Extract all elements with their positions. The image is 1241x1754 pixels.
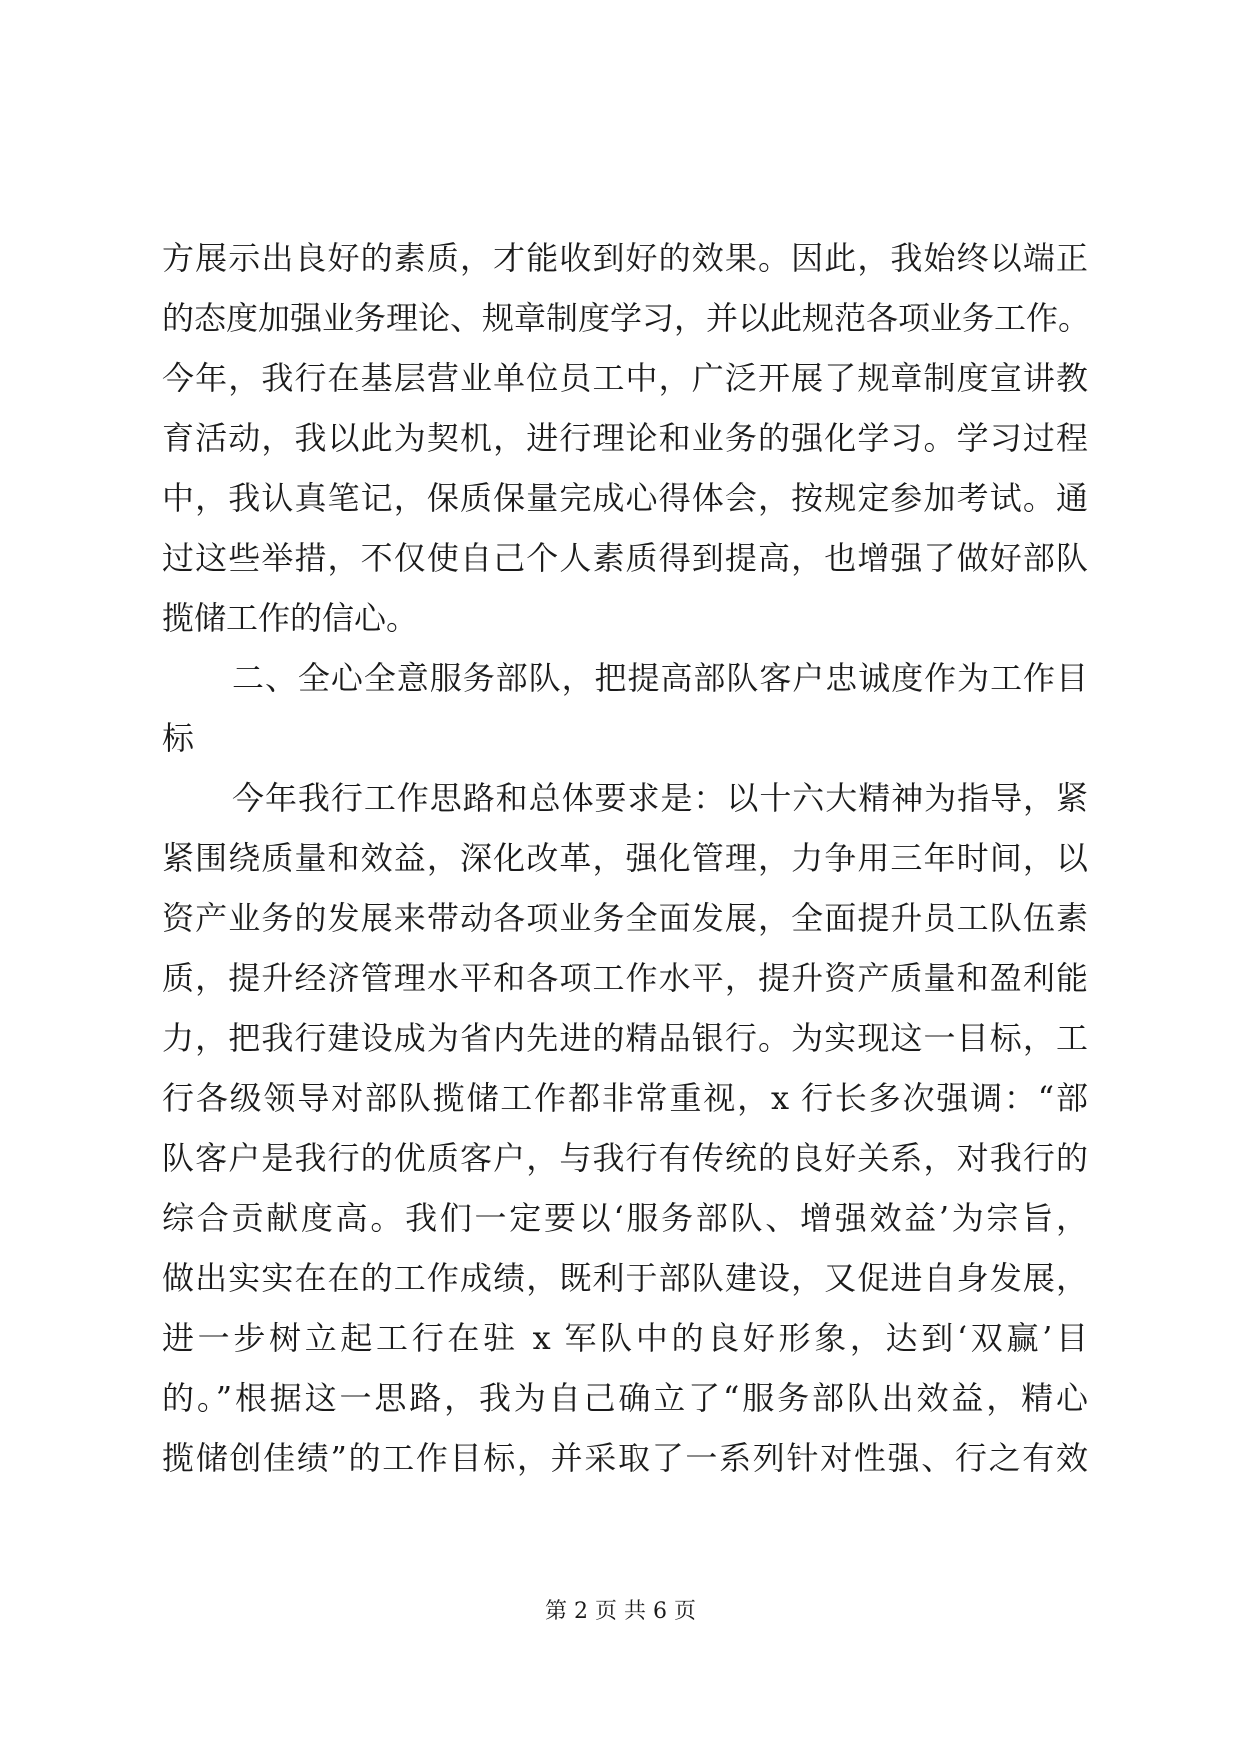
text-line: 的态度加强业务理论、规章制度学习，并以此规范各项业务工作。 <box>162 299 1091 337</box>
text-line: 今年，我行在基层营业单位员工中，广泛开展了规章制度宣讲教 <box>162 359 1088 397</box>
section-heading-line: 标 <box>162 719 195 757</box>
text-line: 行各级领导对部队揽储工作都非常重视，x 行长多次强调：“部 <box>162 1079 1088 1117</box>
text-line: 做出实实在在的工作成绩，既利于部队建设，又促进自身发展， <box>162 1259 1088 1297</box>
text-line: 方展示出良好的素质，才能收到好的效果。因此，我始终以端正 <box>162 239 1088 277</box>
text-line: 今年我行工作思路和总体要求是：以十六大精神为指导，紧 <box>232 779 1088 817</box>
text-line: 过这些举措，不仅使自己个人素质得到提高，也增强了做好部队 <box>162 539 1088 577</box>
text-line: 的。”根据这一思路，我为自己确立了“服务部队出效益，精心 <box>162 1379 1088 1417</box>
text-line: 揽储创佳绩”的工作目标，并采取了一系列针对性强、行之有效 <box>162 1439 1088 1477</box>
text-line: 进一步树立起工行在驻 x 军队中的良好形象，达到‘双赢’目 <box>162 1319 1088 1357</box>
text-line: 质，提升经济管理水平和各项工作水平，提升资产质量和盈利能 <box>162 959 1088 997</box>
text-line: 综合贡献度高。我们一定要以‘服务部队、增强效益’为宗旨， <box>162 1199 1088 1237</box>
text-line: 揽储工作的信心。 <box>162 599 419 637</box>
text-line: 中，我认真笔记，保质保量完成心得体会，按规定参加考试。通 <box>162 479 1088 517</box>
page-number-footer: 第 2 页 共 6 页 <box>545 1599 696 1624</box>
text-line: 育活动，我以此为契机，进行理论和业务的强化学习。学习过程 <box>162 419 1088 457</box>
text-line: 紧围绕质量和效益，深化改革，强化管理，力争用三年时间，以 <box>162 839 1088 877</box>
text-line: 力，把我行建设成为省内先进的精品银行。为实现这一目标，工 <box>162 1019 1088 1057</box>
text-line: 资产业务的发展来带动各项业务全面发展，全面提升员工队伍素 <box>162 899 1088 937</box>
section-heading-line: 二、全心全意服务部队，把提高部队客户忠诚度作为工作目 <box>232 659 1088 697</box>
text-line: 队客户是我行的优质客户，与我行有传统的良好关系，对我行的 <box>162 1139 1088 1177</box>
